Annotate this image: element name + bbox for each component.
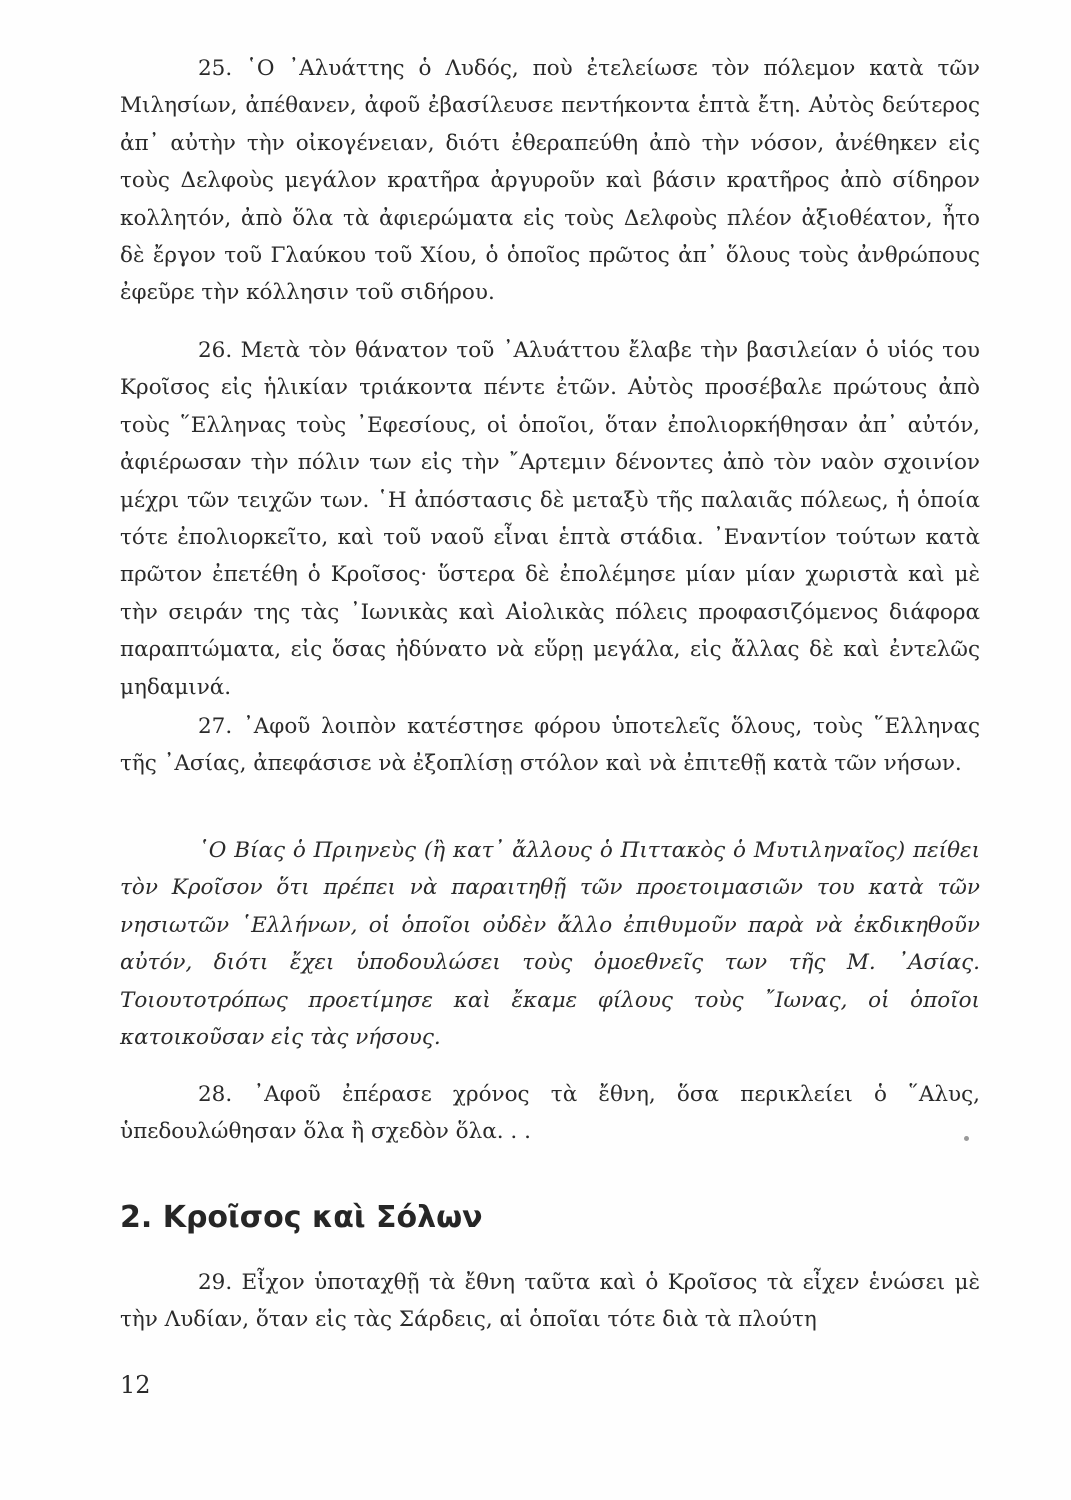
paragraph-26: 26. Μετὰ τὸν θάνατον τοῦ ᾿Αλυάττου ἔλαβε τὴν βασιλείαν ὁ υἱός του Κροῖσος εἰς ἡλικίαν τριάκοντα πέντε ἐτῶν. Αὐτὸς προσέβαλε πρώτους ἀπὸ τοὺς ῞Ελληνας τοὺς ᾿Εφεσίους, οἱ ὁποῖοι, ὅταν ἐπολιορκήθησαν ἀπ᾿ αὐτόν, ἀφιέρωσαν τὴν πόλιν των εἰς τὴν ῎Αρτεμιν δένοντες ἀπὸ τὸν ναὸν σχοινίον μέχρι τῶν τειχῶν των. ῾Η ἀπόστασις δὲ μεταξὺ τῆς παλαιᾶς πόλεως, ἡ ὁποία τότε ἐπολιορκεῖτο, καὶ τοῦ ναοῦ εἶναι ἑπτὰ στάδια. ᾿Εναντίον τούτων κατὰ πρῶτον ἐπετέθη ὁ Κροῖσος· ὕστερα δὲ ἐπολέμησε μίαν μίαν χωριστὰ καὶ μὲ τὴν σειράν της τὰς ᾿Ιωνικὰς καὶ Αἰολικὰς πόλεις προφασιζόμενος διάφορα παραπτώματα, εἰς ὅσας ἠδύνατο νὰ εὕρῃ μεγάλα, εἰς ἄλλας δὲ καὶ ἐντελῶς μηδαμινά. — [120, 338, 980, 700]
paragraph-25: 25. ῾Ο ᾿Αλυάττης ὁ Λυδός, ποὺ ἐτελείωσε τὸν πόλεμον κατὰ τῶν Μιλησίων, ἀπέθανεν, ἀφοῦ ἐβασίλευσε πεντήκοντα ἑπτὰ ἔτη. Αὐτὸς δεύτερος ἀπ᾿ αὐτὴν τὴν οἰκογένειαν, διότι ἐθεραπεύθη ἀπὸ τὴν νόσον, ἀνέθηκεν εἰς τοὺς Δελφοὺς μεγάλον κρατῆρα ἀργυροῦν καὶ βάσιν κρατῆρος ἀπὸ σίδηρον κολλητόν, ἀπὸ ὅλα τὰ ἀφιερώματα εἰς τοὺς Δελφοὺς πλέον ἀξιοθέατον, ἦτο δὲ ἔργον τοῦ Γλαύκου τοῦ Χίου, ὁ ὁποῖος πρῶτος ἀπ᾿ ὅλους τοὺς ἀνθρώπους ἐφεῦρε τὴν κόλλησιν τοῦ σιδήρου. — [120, 56, 980, 306]
summary-italic-paragraph: ῾Ο Βίας ὁ Πριηνεὺς (ἢ κατ᾿ ἄλλους ὁ Πιττακὸς ὁ Μυτιληναῖος) πείθει τὸν Κροῖσον ὅτι πρέπει νὰ παραιτηθῇ τῶν προετοιμασιῶν του κατὰ τῶν νησιωτῶν ῾Ελλήνων, οἱ ὁποῖοι οὐδὲν ἄλλο ἐπιθυμοῦν παρὰ νὰ ἐκδικηθοῦν αὐτόν, διότι ἔχει ὑποδουλώσει τοὺς ὁμοεθνεῖς των τῆς Μ. ᾿Ασίας. Τοιουτοτρόπως προετίμησε καὶ ἔκαμε φίλους τοὺς ῎Ιωνας, οἱ ὁποῖοι κατοικοῦσαν εἰς τὰς νήσους. — [120, 838, 980, 1051]
paragraph-29: 29. Εἶχον ὑποταχθῇ τὰ ἔθνη ταῦτα καὶ ὁ Κροῖσος τὰ εἶχεν ἑνώσει μὲ τὴν Λυδίαν, ὅταν εἰς τὰς Σάρδεις, αἱ ὁποῖαι τότε διὰ τὰ πλούτη — [120, 1270, 980, 1333]
page-number: 12 — [120, 1371, 151, 1399]
section-heading: 2. Κροῖσος καὶ Σόλων — [120, 1200, 483, 1235]
ink-dot — [964, 1136, 969, 1141]
paragraph-28: 28. ᾿Αφοῦ ἐπέρασε χρόνος τὰ ἔθνη, ὅσα περικλείει ὁ ῞Αλυς, ὑπεδουλώθησαν ὅλα ἢ σχεδὸν ὅλα. . . — [120, 1082, 980, 1145]
paragraph-27: 27. ᾿Αφοῦ λοιπὸν κατέστησε φόρου ὑποτελεῖς ὅλους, τοὺς ῞Ελληνας τῆς ᾿Ασίας, ἀπεφάσισε νὰ ἐξοπλίσῃ στόλον καὶ νὰ ἐπιτεθῇ κατὰ τῶν νήσων. — [120, 714, 980, 777]
